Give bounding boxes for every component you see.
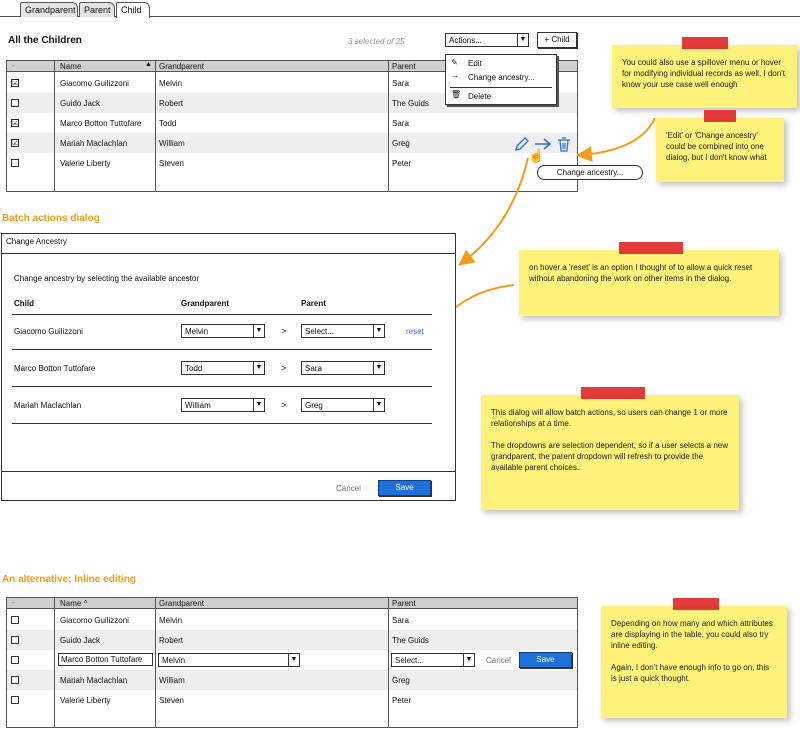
parent-select[interactable] xyxy=(301,398,385,412)
chevron-down-icon: ▼ xyxy=(253,399,264,411)
grandparent-select[interactable] xyxy=(158,653,300,667)
tab-parent[interactable]: Parent xyxy=(79,2,115,17)
row-name: Giacomo Guilizzoni xyxy=(60,616,129,625)
column-divider xyxy=(155,598,156,727)
table-row[interactable] xyxy=(7,630,577,650)
select-all-toggle[interactable]: - xyxy=(12,61,15,70)
row-name: Valerie Liberty xyxy=(60,159,111,168)
dialog-row-child: Mariah Maclachlan xyxy=(14,401,82,410)
divider xyxy=(12,386,432,387)
row-name: Mariah Maclachlan xyxy=(60,139,128,148)
select-all-toggle[interactable]: - xyxy=(12,598,15,607)
grandparent-select[interactable] xyxy=(181,398,265,412)
row-checkbox[interactable] xyxy=(11,616,19,624)
row-name: Valerie Liberty xyxy=(60,696,111,705)
table-row[interactable] xyxy=(7,690,577,710)
inline-edit-table xyxy=(6,597,578,728)
row-parent: Greg xyxy=(392,676,410,685)
reset-link[interactable]: reset xyxy=(406,327,424,336)
actions-select-label: Actions... xyxy=(449,36,482,45)
table-row[interactable] xyxy=(7,610,577,630)
change-ancestry-dialog xyxy=(1,233,456,501)
parent-select[interactable] xyxy=(301,361,385,375)
row-grandparent: Todd xyxy=(159,119,177,128)
row-grandparent: Robert xyxy=(159,99,184,108)
separator-arrow: > xyxy=(281,363,287,373)
row-grandparent: William xyxy=(159,676,185,685)
table-row[interactable] xyxy=(7,670,577,690)
name-edit-field[interactable]: Marco Botton Tuttofare xyxy=(58,653,153,666)
chevron-down-icon: ▼ xyxy=(517,34,528,46)
pencil-icon: ✎ xyxy=(451,58,458,67)
separator-arrow: > xyxy=(281,400,287,410)
row-parent: The Guids xyxy=(392,636,429,645)
hover-tooltip: Change ancestry... xyxy=(537,165,643,180)
row-parent: Peter xyxy=(392,159,412,168)
row-name: Marco Botton Tuttofare xyxy=(60,119,142,128)
row-parent: Sara xyxy=(392,616,409,625)
row-name: Giacomo Guilizzoni xyxy=(60,79,129,88)
menu-item-label: Edit xyxy=(468,59,482,68)
grandparent-select[interactable] xyxy=(181,324,265,338)
select-value: Todd xyxy=(185,364,203,373)
row-parent: Peter xyxy=(392,696,412,705)
column-header-child: Child xyxy=(14,299,34,308)
column-header-grandparent[interactable]: Grandparent xyxy=(159,599,204,608)
note-text: on hover a 'reset' is an option I thought of to allow a quick reset without abandoning the work on other items in the dialog. xyxy=(529,263,753,283)
section-title-inline: An alternative: Inline editing xyxy=(2,574,136,585)
row-grandparent: William xyxy=(159,139,185,148)
note-text: Again, I don't have enough info to go on, this is just a quick thought. xyxy=(611,663,770,683)
cancel-button[interactable]: Cancel xyxy=(486,656,511,665)
menu-item-label: Change ancestry... xyxy=(468,73,535,82)
select-value: Select... xyxy=(305,327,334,336)
row-parent: Sara xyxy=(392,79,409,88)
divider xyxy=(12,423,432,424)
row-checkbox[interactable]: ☑ xyxy=(12,118,20,127)
dialog-row-child: Marco Botton Tuttofare xyxy=(14,364,96,373)
sort-up-icon[interactable]: ▲ xyxy=(145,61,152,68)
row-grandparent: Melvin xyxy=(159,79,183,88)
row-grandparent: Steven xyxy=(159,696,184,705)
select-value: Melvin xyxy=(185,327,209,336)
column-header-grandparent[interactable]: Grandparent xyxy=(159,62,204,71)
arrow-to-dialog xyxy=(463,158,528,262)
cancel-button[interactable]: Cancel xyxy=(336,484,361,493)
row-parent: Sara xyxy=(392,119,409,128)
page-title: All the Children xyxy=(8,35,82,46)
chevron-down-icon: ▼ xyxy=(373,362,384,374)
select-value: Greg xyxy=(305,401,323,410)
select-value: Melvin xyxy=(162,656,186,665)
chevron-down-icon: ▼ xyxy=(373,325,384,337)
parent-select[interactable] xyxy=(391,653,475,667)
note-text: This dialog will allow batch actions, so users can change 1 or more relationships at a time. xyxy=(491,408,728,428)
column-header-parent: Parent xyxy=(301,299,326,308)
note-text: You could also use a spillover menu or hover for modifying individual records as well. I don't know your use case well enough xyxy=(622,58,785,89)
row-parent: Greg xyxy=(392,139,410,148)
trash-icon: 🗑 xyxy=(451,90,462,99)
save-button[interactable]: Save xyxy=(378,480,431,496)
column-divider xyxy=(54,598,55,727)
chevron-down-icon: ▼ xyxy=(463,654,474,666)
section-title-batch: Batch actions dialog xyxy=(2,213,100,224)
row-name: Guido Jack xyxy=(60,636,101,645)
tab-grandparent[interactable]: Grandparent xyxy=(20,2,78,17)
row-checkbox[interactable] xyxy=(11,656,19,664)
select-value: William xyxy=(185,401,211,410)
arrow-to-trash-icon xyxy=(582,118,655,155)
separator-arrow: > xyxy=(281,326,287,336)
dialog-instruction: Change ancestry by selecting the available ancestor xyxy=(14,274,199,283)
row-checkbox[interactable] xyxy=(11,676,19,684)
row-checkbox[interactable]: ☑ xyxy=(12,78,20,87)
dialog-row-child: Giacomo Guilizzoni xyxy=(14,327,83,336)
note-text: Depending on how many and which attributes are displaying in the table, you could also try inline editing. xyxy=(611,619,773,650)
hand-cursor-icon: ☝ xyxy=(528,148,545,163)
note-text: The dropdowns are selection dependent, so if a user selects a new grandparent, the parent dropdown will refresh to provide the available parent choices. xyxy=(491,441,729,472)
table-row-editing[interactable] xyxy=(7,650,577,670)
row-parent: The Guids xyxy=(392,99,429,108)
selection-status: 3 selected of 25 xyxy=(348,37,405,46)
dialog-title: Change Ancestry xyxy=(2,234,455,254)
row-grandparent: Steven xyxy=(159,159,184,168)
column-header-grandparent: Grandparent xyxy=(181,299,230,308)
column-header-name[interactable]: Name ^ xyxy=(60,599,88,608)
row-checkbox[interactable] xyxy=(11,696,19,704)
row-name: Guido Jack xyxy=(60,99,101,108)
add-child-button[interactable]: + Child xyxy=(537,32,577,48)
note-text: 'Edit' or 'Change ancestry' could be combined into one dialog, but I don't know what xyxy=(666,131,767,162)
select-value: Select... xyxy=(395,656,424,665)
column-divider xyxy=(388,598,389,727)
table-header xyxy=(7,598,577,609)
divider xyxy=(12,349,432,350)
footer-divider xyxy=(2,471,455,472)
grandparent-select[interactable] xyxy=(181,361,265,375)
divider xyxy=(12,314,432,315)
chevron-down-icon: ▼ xyxy=(373,399,384,411)
column-header-parent[interactable]: Parent xyxy=(392,599,416,608)
row-grandparent: Robert xyxy=(159,636,184,645)
tab-child[interactable]: Child xyxy=(116,2,150,18)
chevron-down-icon: ▼ xyxy=(253,362,264,374)
row-checkbox[interactable]: ☑ xyxy=(12,138,20,147)
chevron-down-icon: ▼ xyxy=(253,325,264,337)
select-value: Sara xyxy=(305,364,322,373)
menu-item-label: Delete xyxy=(468,92,492,101)
row-grandparent: Melvin xyxy=(159,616,183,625)
row-name: Mariah Maclachlan xyxy=(60,676,128,685)
chevron-down-icon: ▼ xyxy=(288,654,299,666)
column-header-parent[interactable]: Parent xyxy=(392,62,416,71)
column-header-name[interactable]: Name xyxy=(60,62,82,71)
save-button[interactable]: Save xyxy=(519,652,572,668)
row-checkbox[interactable] xyxy=(11,636,19,644)
parent-select[interactable] xyxy=(301,324,385,338)
arrow-right-icon: → xyxy=(451,71,459,80)
